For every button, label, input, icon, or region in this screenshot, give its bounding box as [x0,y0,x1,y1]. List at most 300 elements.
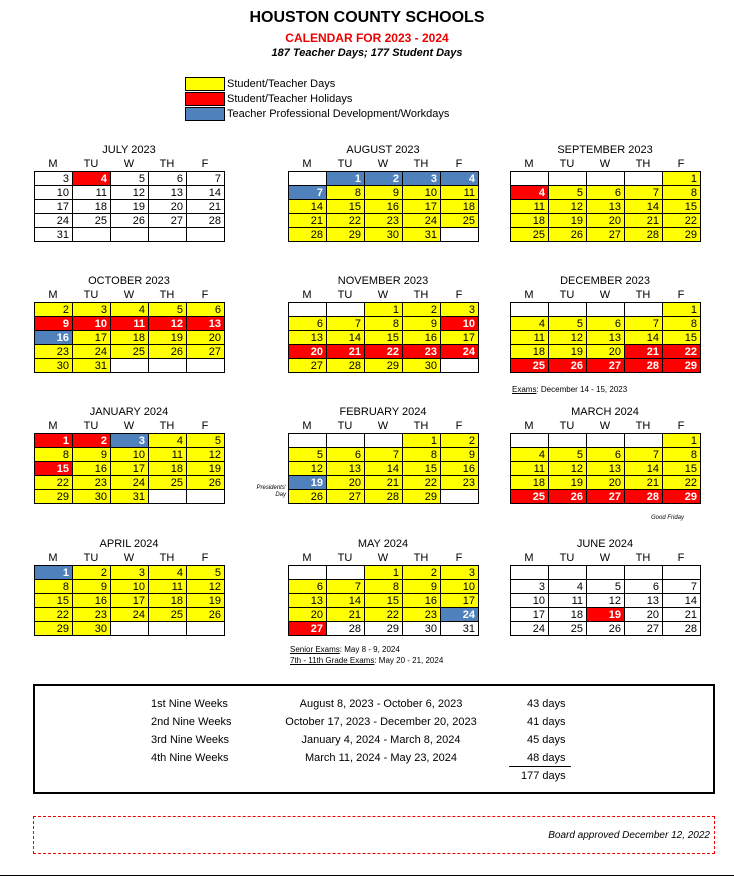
weekday-header [34,289,224,302]
day-cell: 10 [35,186,73,200]
day-cell [511,566,549,580]
day-cell [289,172,327,186]
week-row [511,566,701,580]
day-cell: 31 [441,622,479,636]
weekday-label: F [455,289,463,301]
weekday-label: TH [413,289,429,301]
weekday-label: TH [413,158,429,170]
day-cell [365,434,403,448]
day-cell: 28 [365,490,403,504]
day-cell: 3 [111,566,149,580]
day-cell: 8 [663,448,701,462]
weekday-label: TU [83,552,99,564]
day-cell: 12 [289,462,327,476]
day-cell: 16 [73,594,111,608]
day-cell: 25 [511,490,549,504]
day-cell: 4 [511,317,549,331]
weekday-label: TH [159,158,175,170]
day-cell [111,228,149,242]
week-row [35,345,225,359]
weekday-header [34,420,224,433]
day-cell: 29 [663,359,701,373]
day-cell: 14 [663,594,701,608]
day-cell: 6 [289,580,327,594]
day-cell: 21 [327,608,365,622]
weekday-label: F [455,552,463,564]
legend-item [185,106,449,121]
weekday-label: W [599,552,611,564]
day-cell: 3 [35,172,73,186]
day-cell: 20 [289,345,327,359]
day-cell [111,359,149,373]
weekday-label: F [201,289,209,301]
day-cell: 17 [73,331,111,345]
weekday-header [510,420,700,433]
day-cell: 4 [549,580,587,594]
day-cell: 27 [327,490,365,504]
month-grid [288,565,479,636]
weekday-header [288,552,478,565]
month-name: FEBRUARY 2024 [339,406,427,418]
week-row [511,622,701,636]
week-row [289,566,479,580]
december-exams-note [512,385,627,394]
day-cell: 15 [35,594,73,608]
day-cell: 5 [111,172,149,186]
weekday-label: W [123,158,135,170]
day-cell: 11 [73,186,111,200]
weekday-header [288,420,478,433]
day-cell [187,359,225,373]
day-cell [441,359,479,373]
day-cell: 22 [663,476,701,490]
nine-weeks-label: 4th Nine Weeks [151,752,229,764]
nine-weeks-label: 2nd Nine Weeks [151,716,232,728]
day-cell: 7 [625,186,663,200]
week-row [289,594,479,608]
legend [185,76,449,121]
day-cell: 18 [549,608,587,622]
week-row [511,331,701,345]
day-cell: 30 [73,622,111,636]
day-cell: 17 [111,594,149,608]
day-cell: 26 [549,359,587,373]
day-cell: 5 [187,434,225,448]
day-cell: 20 [625,608,663,622]
day-cell: 10 [441,580,479,594]
day-cell: 26 [289,490,327,504]
day-cell: 24 [73,345,111,359]
weekday-label: M [524,158,534,170]
legend-swatch-blue [185,107,225,121]
day-cell: 30 [403,622,441,636]
month-grid [34,302,225,373]
day-cell: 25 [511,228,549,242]
day-cell: 13 [289,594,327,608]
month-name: AUGUST 2023 [346,144,420,156]
weekday-label: W [377,552,389,564]
legend-swatch-yellow [185,77,225,91]
month-grid [288,171,479,242]
month-name: APRIL 2024 [99,538,159,550]
day-cell: 26 [187,608,225,622]
day-cell: 11 [549,594,587,608]
day-cell: 9 [365,186,403,200]
day-cell: 18 [441,200,479,214]
day-cell: 27 [625,622,663,636]
presidents-day-note: Presidents' Day [256,485,286,498]
weekday-header [510,552,700,565]
day-cell: 12 [187,580,225,594]
day-cell: 8 [663,317,701,331]
nine-weeks-range: October 17, 2023 - December 20, 2023 [285,716,477,728]
day-cell: 11 [511,462,549,476]
week-row [289,228,479,242]
week-row [35,580,225,594]
day-cell: 16 [403,331,441,345]
month-grid [510,171,701,242]
week-row [511,359,701,373]
day-cell: 8 [35,580,73,594]
day-cell: 16 [403,594,441,608]
month-calendar [34,275,224,373]
day-cell: 4 [111,303,149,317]
day-cell: 27 [289,359,327,373]
day-cell: 22 [35,608,73,622]
month-name: OCTOBER 2023 [88,275,170,287]
week-row [511,303,701,317]
day-cell: 24 [403,214,441,228]
week-row [35,186,225,200]
day-cell [441,228,479,242]
weekday-header [510,289,700,302]
month-name: NOVEMBER 2023 [337,275,429,287]
month-calendar [288,538,478,636]
legend-item [185,76,449,91]
day-cell: 6 [587,186,625,200]
day-cell: 24 [111,608,149,622]
week-row [289,462,479,476]
day-cell: 22 [327,214,365,228]
day-cell: 12 [187,448,225,462]
day-cell: 1 [35,566,73,580]
weekday-label: TU [337,552,353,564]
day-cell: 25 [441,214,479,228]
day-cell: 14 [327,331,365,345]
weekday-label: W [377,158,389,170]
day-cell: 15 [327,200,365,214]
day-cell: 10 [73,317,111,331]
day-cell [149,228,187,242]
day-cell: 7 [663,580,701,594]
day-cell: 31 [403,228,441,242]
day-cell: 11 [111,317,149,331]
day-cell [625,303,663,317]
day-cell: 2 [441,434,479,448]
day-cell: 23 [365,214,403,228]
day-cell: 5 [549,448,587,462]
day-cell: 16 [35,331,73,345]
senior-exams-note [290,645,400,654]
week-row [511,186,701,200]
day-cell: 23 [73,608,111,622]
weekday-label: F [677,289,685,301]
week-row [35,317,225,331]
nine-weeks-days: 43 days [527,698,566,710]
day-cell: 2 [73,434,111,448]
day-cell: 18 [511,476,549,490]
day-cell: 2 [403,303,441,317]
day-cell: 2 [403,566,441,580]
day-cell: 29 [663,228,701,242]
day-cell: 11 [149,580,187,594]
weekday-label: TH [413,552,429,564]
day-cell: 8 [663,186,701,200]
weekday-label: W [123,552,135,564]
month-name: MARCH 2024 [571,406,639,418]
month-name: JANUARY 2024 [89,406,169,418]
nine-weeks-label: 1st Nine Weeks [151,698,228,710]
month-grid [288,433,479,504]
day-cell [549,303,587,317]
day-cell: 5 [549,186,587,200]
weekday-label: TH [413,420,429,432]
day-cell: 31 [111,490,149,504]
day-cell: 12 [549,331,587,345]
day-cell: 27 [587,359,625,373]
weekday-label: F [677,158,685,170]
grade-exams-label: 7th - 11th Grade Exams [290,656,375,665]
day-cell: 19 [187,462,225,476]
day-cell: 18 [111,331,149,345]
day-cell: 28 [187,214,225,228]
legend-item [185,91,449,106]
day-cell: 14 [327,594,365,608]
day-cell: 6 [587,448,625,462]
day-cell: 12 [587,594,625,608]
day-cell: 7 [187,172,225,186]
nine-weeks-range: August 8, 2023 - October 6, 2023 [299,698,463,710]
day-cell: 20 [289,608,327,622]
day-cell [511,172,549,186]
weekday-label: TU [559,420,575,432]
month-grid [510,565,701,636]
day-cell: 12 [111,186,149,200]
day-cell: 12 [549,200,587,214]
day-cell: 2 [365,172,403,186]
weekday-label: F [455,158,463,170]
weekday-header [34,158,224,171]
page-title: HOUSTON COUNTY SCHOOLS [249,9,485,26]
week-row [35,172,225,186]
day-cell [111,622,149,636]
day-cell: 9 [35,317,73,331]
day-cell: 30 [35,359,73,373]
weekday-label: M [524,552,534,564]
day-cell: 25 [511,359,549,373]
board-approval-box [33,816,715,854]
good-friday-note: Good Friday [650,515,684,521]
month-name: DECEMBER 2023 [560,275,650,287]
month-grid [510,433,701,504]
weekday-label: TH [159,289,175,301]
week-row [35,303,225,317]
week-row [289,345,479,359]
day-cell: 29 [327,228,365,242]
day-cell: 13 [187,317,225,331]
weekday-label: TU [559,552,575,564]
day-cell: 9 [403,580,441,594]
day-cell: 13 [149,186,187,200]
month-calendar [288,144,478,242]
day-cell: 25 [73,214,111,228]
day-cell: 3 [511,580,549,594]
day-cell: 17 [441,331,479,345]
day-cell: 10 [111,448,149,462]
day-cell: 18 [149,462,187,476]
week-row [35,359,225,373]
nine-weeks-days: 41 days [527,716,566,728]
day-cell: 10 [403,186,441,200]
weekday-label: TU [83,289,99,301]
day-cell: 26 [549,228,587,242]
board-approved-text: Board approved December 12, 2022 [548,830,710,841]
day-cell: 7 [327,317,365,331]
day-cell: 9 [403,317,441,331]
day-cell: 13 [327,462,365,476]
day-cell: 15 [663,200,701,214]
day-cell [549,172,587,186]
day-cell: 26 [187,476,225,490]
day-cell: 8 [365,317,403,331]
week-row [289,490,479,504]
weekday-label: M [302,420,312,432]
day-cell: 10 [441,317,479,331]
day-cell: 20 [587,476,625,490]
day-cell: 23 [441,476,479,490]
nine-weeks-range: March 11, 2024 - May 23, 2024 [304,752,458,764]
month-calendar [510,275,700,373]
day-cell: 7 [365,448,403,462]
weekday-label: W [599,420,611,432]
day-cell: 24 [441,345,479,359]
month-name: MAY 2024 [357,538,409,550]
day-cell: 17 [511,608,549,622]
week-row [289,172,479,186]
day-cell: 4 [149,434,187,448]
day-cell: 12 [149,317,187,331]
month-grid [34,171,225,242]
day-cell [187,490,225,504]
weekday-label: F [677,552,685,564]
weekday-label: F [201,552,209,564]
week-row [511,228,701,242]
day-cell: 29 [403,490,441,504]
day-cell: 21 [327,345,365,359]
day-cell: 20 [327,476,365,490]
weekday-label: M [524,289,534,301]
day-cell: 26 [587,622,625,636]
day-cell: 20 [587,214,625,228]
day-cell: 19 [187,594,225,608]
weekday-label: M [302,552,312,564]
day-cell: 1 [663,434,701,448]
day-cell: 31 [73,359,111,373]
week-row [35,608,225,622]
day-cell: 5 [289,448,327,462]
day-cell: 19 [549,476,587,490]
week-row [35,214,225,228]
weekday-label: W [599,158,611,170]
weekday-header [288,289,478,302]
day-cell: 3 [441,566,479,580]
day-cell: 30 [365,228,403,242]
day-cell: 7 [289,186,327,200]
day-cell: 6 [289,317,327,331]
week-row [35,331,225,345]
weekday-label: M [302,289,312,301]
day-cell [289,566,327,580]
month-name: SEPTEMBER 2023 [557,144,653,156]
day-cell: 26 [149,345,187,359]
legend-label: Student/Teacher Days [227,77,336,90]
weekday-label: TH [635,552,651,564]
day-cell: 21 [289,214,327,228]
month-calendar [34,538,224,636]
day-cell: 15 [403,462,441,476]
week-row [289,331,479,345]
day-cell: 12 [549,462,587,476]
week-row [289,186,479,200]
month-calendar [288,406,478,504]
day-cell: 5 [149,303,187,317]
day-cell: 11 [511,331,549,345]
day-cell: 11 [441,186,479,200]
legend-label: Student/Teacher Holidays [227,92,353,105]
month-calendar [34,144,224,242]
day-cell [187,622,225,636]
day-cell: 1 [365,303,403,317]
day-cell: 5 [549,317,587,331]
day-cell: 17 [111,462,149,476]
week-row [35,476,225,490]
weekday-label: M [48,158,58,170]
day-cell: 18 [149,594,187,608]
week-row [511,594,701,608]
day-cell: 4 [149,566,187,580]
day-cell: 23 [403,345,441,359]
week-row [35,490,225,504]
day-cell: 26 [549,490,587,504]
day-cell [549,434,587,448]
senior-exams-dates: : May 8 - 9, 2024 [339,645,400,654]
weekday-label: TU [83,420,99,432]
weekday-label: F [201,420,209,432]
weekday-label: M [48,552,58,564]
month-grid [510,302,701,373]
day-cell: 25 [149,476,187,490]
week-row [289,580,479,594]
day-cell: 15 [365,331,403,345]
days-summary: 187 Teacher Days; 177 Student Days [271,47,463,59]
day-cell [587,303,625,317]
day-cell: 3 [441,303,479,317]
total-divider [509,766,571,767]
day-cell: 19 [549,214,587,228]
day-cell: 6 [587,317,625,331]
nine-weeks-summary [33,684,715,794]
weekday-label: TH [635,289,651,301]
